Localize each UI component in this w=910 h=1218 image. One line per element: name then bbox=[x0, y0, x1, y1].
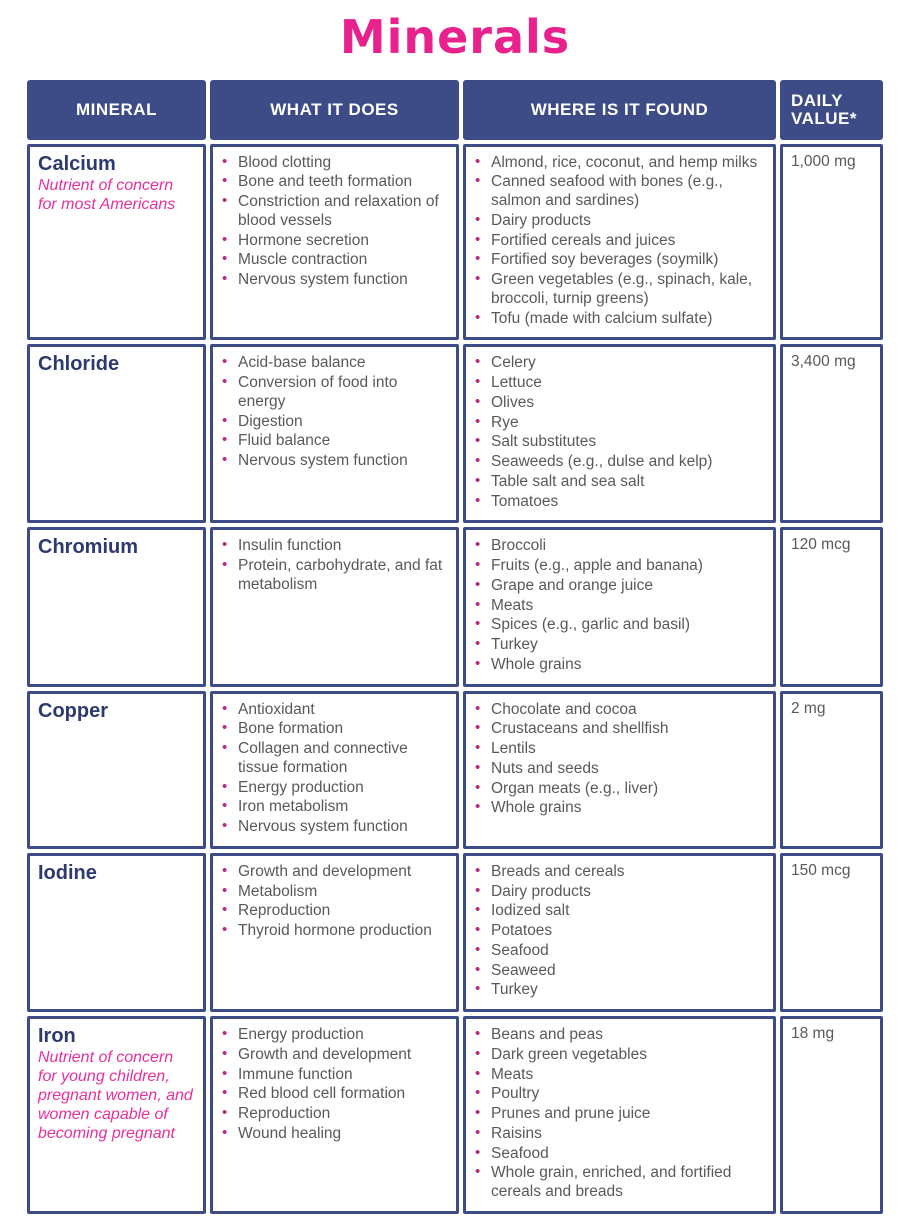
functions-list bbox=[221, 154, 448, 290]
bullet-icon: • bbox=[222, 719, 228, 737]
list-item bbox=[474, 1164, 765, 1202]
list-item bbox=[221, 1085, 448, 1104]
mineral-cell bbox=[27, 144, 206, 341]
bullet-icon: • bbox=[222, 411, 228, 429]
list-item-text: Bone formation bbox=[238, 720, 344, 738]
bullet-icon: • bbox=[222, 777, 228, 795]
sources-cell bbox=[463, 344, 776, 523]
sources-list bbox=[474, 863, 765, 1000]
list-item-text: Nervous system function bbox=[238, 271, 408, 289]
bullet-icon: • bbox=[222, 451, 228, 469]
list-item bbox=[474, 1125, 765, 1144]
list-item bbox=[474, 922, 765, 941]
mineral-cell bbox=[27, 1016, 206, 1214]
mineral-cell bbox=[27, 344, 206, 523]
list-item-text: Blood clotting bbox=[238, 153, 332, 171]
bullet-icon: • bbox=[475, 353, 481, 371]
list-item-text: Reproduction bbox=[238, 902, 331, 920]
functions-cell bbox=[210, 527, 459, 686]
bullet-icon: • bbox=[222, 536, 228, 554]
list-item bbox=[474, 902, 765, 921]
list-item bbox=[221, 1105, 448, 1124]
bullet-icon: • bbox=[475, 392, 481, 410]
list-item-text: Olives bbox=[491, 393, 535, 411]
list-item bbox=[474, 597, 765, 616]
list-item-text: Meats bbox=[491, 596, 534, 614]
list-item bbox=[221, 863, 448, 882]
daily-value-cell: 2 mg bbox=[780, 691, 883, 849]
list-item bbox=[221, 193, 448, 231]
list-item bbox=[221, 452, 448, 471]
table-row bbox=[27, 1016, 883, 1214]
list-item-text: Red blood cell formation bbox=[238, 1085, 406, 1103]
list-item bbox=[474, 942, 765, 961]
list-item bbox=[221, 1046, 448, 1065]
list-item bbox=[474, 537, 765, 556]
list-item bbox=[221, 271, 448, 290]
list-item bbox=[221, 720, 448, 739]
mineral-cell bbox=[27, 527, 206, 686]
list-item bbox=[221, 922, 448, 941]
bullet-icon: • bbox=[475, 432, 481, 450]
list-item bbox=[474, 1145, 765, 1164]
list-item bbox=[474, 433, 765, 452]
bullet-icon: • bbox=[222, 881, 228, 899]
bullet-icon: • bbox=[475, 699, 481, 717]
list-item-text: Grape and orange juice bbox=[491, 576, 654, 594]
bullet-icon: • bbox=[475, 412, 481, 430]
list-item-text: Bone and teeth formation bbox=[238, 173, 413, 191]
list-item bbox=[221, 413, 448, 432]
list-item-text: Prunes and prune juice bbox=[491, 1105, 651, 1123]
list-item bbox=[474, 720, 765, 739]
bullet-icon: • bbox=[475, 575, 481, 593]
sources-cell bbox=[463, 1016, 776, 1214]
table-row bbox=[27, 691, 883, 849]
list-item bbox=[221, 537, 448, 556]
bullet-icon: • bbox=[222, 230, 228, 248]
bullet-icon: • bbox=[475, 881, 481, 899]
bullet-icon: • bbox=[222, 353, 228, 371]
bullet-icon: • bbox=[475, 1143, 481, 1161]
mineral-note: Nutrient of concern for young children, pregnant women, and women capable of becoming pregnant bbox=[38, 1049, 193, 1142]
table-row bbox=[27, 344, 883, 523]
list-item-text: Almond, rice, coconut, and hemp milks bbox=[491, 153, 758, 171]
minerals-table bbox=[23, 76, 887, 1218]
bullet-icon: • bbox=[222, 1025, 228, 1043]
daily-value-cell: 1,000 mg bbox=[780, 144, 883, 341]
list-item-text: Rye bbox=[491, 413, 519, 431]
bullet-icon: • bbox=[222, 270, 228, 288]
list-item-text: Immune function bbox=[238, 1065, 353, 1083]
bullet-icon: • bbox=[222, 1104, 228, 1122]
bullet-icon: • bbox=[475, 308, 481, 326]
list-item bbox=[474, 1026, 765, 1045]
list-item bbox=[221, 173, 448, 192]
list-item bbox=[474, 760, 765, 779]
list-item bbox=[474, 1046, 765, 1065]
bullet-icon: • bbox=[475, 172, 481, 190]
daily-value-cell: 3,400 mg bbox=[780, 344, 883, 523]
list-item-text: Tomatoes bbox=[491, 492, 559, 510]
list-item-text: Canned seafood with bones (e.g., salmon and sardines) bbox=[491, 173, 723, 210]
list-item-text: Seaweed bbox=[491, 961, 556, 979]
bullet-icon: • bbox=[475, 1044, 481, 1062]
list-item-text: Seafood bbox=[491, 941, 549, 959]
mineral-name: Iron bbox=[38, 1025, 76, 1048]
bullet-icon: • bbox=[475, 452, 481, 470]
list-item bbox=[474, 394, 765, 413]
list-item bbox=[474, 1105, 765, 1124]
list-item-text: Seaweeds (e.g., dulse and kelp) bbox=[491, 453, 713, 471]
list-item bbox=[221, 432, 448, 451]
sources-cell bbox=[463, 853, 776, 1012]
list-item-text: Growth and development bbox=[238, 1045, 412, 1063]
list-item bbox=[474, 493, 765, 512]
list-item bbox=[474, 981, 765, 1000]
list-item-text: Protein, carbohydrate, and fat metabolism bbox=[238, 557, 443, 593]
bullet-icon: • bbox=[475, 1025, 481, 1043]
bullet-icon: • bbox=[222, 1123, 228, 1141]
functions-cell bbox=[210, 344, 459, 523]
list-item-text: Conversion of food into energy bbox=[238, 374, 398, 410]
bullet-icon: • bbox=[222, 797, 228, 815]
list-item-text: Table salt and sea salt bbox=[491, 472, 645, 490]
column-header-where-found: WHERE IS IT FOUND bbox=[463, 80, 776, 140]
table-header-row bbox=[27, 80, 883, 140]
list-item bbox=[474, 212, 765, 231]
list-item bbox=[474, 701, 765, 720]
list-item bbox=[474, 251, 765, 270]
mineral-name: Copper bbox=[38, 699, 108, 722]
bullet-icon: • bbox=[475, 556, 481, 574]
bullet-icon: • bbox=[475, 960, 481, 978]
list-item bbox=[221, 779, 448, 798]
list-item bbox=[474, 1066, 765, 1085]
daily-value-cell: 120 mcg bbox=[780, 527, 883, 686]
list-item-text: Nervous system function bbox=[238, 452, 408, 470]
list-item-text: Iodized salt bbox=[491, 902, 570, 920]
list-item-text: Breads and cereals bbox=[491, 862, 625, 880]
bullet-icon: • bbox=[475, 1104, 481, 1122]
list-item bbox=[474, 173, 765, 211]
list-item-text: Wound healing bbox=[238, 1124, 342, 1142]
sources-list bbox=[474, 701, 765, 819]
bullet-icon: • bbox=[222, 921, 228, 939]
bullet-icon: • bbox=[475, 778, 481, 796]
list-item-text: Iron metabolism bbox=[238, 798, 349, 816]
list-item-text: Dark green vegetables bbox=[491, 1045, 647, 1063]
list-item bbox=[221, 1026, 448, 1045]
list-item-text: Salt substitutes bbox=[491, 433, 597, 451]
list-item-text: Lentils bbox=[491, 740, 536, 758]
bullet-icon: • bbox=[475, 901, 481, 919]
list-item bbox=[474, 799, 765, 818]
bullet-icon: • bbox=[475, 654, 481, 672]
page-title: Minerals bbox=[339, 10, 571, 64]
daily-value-cell: 150 mcg bbox=[780, 853, 883, 1012]
list-item-text: Nervous system function bbox=[238, 818, 408, 836]
sources-cell bbox=[463, 527, 776, 686]
list-item-text: Spices (e.g., garlic and basil) bbox=[491, 616, 691, 634]
list-item-text: Whole grains bbox=[491, 799, 582, 817]
functions-cell bbox=[210, 691, 459, 849]
list-item bbox=[474, 780, 765, 799]
list-item bbox=[221, 883, 448, 902]
list-item-text: Fortified cereals and juices bbox=[491, 231, 676, 249]
list-item bbox=[221, 818, 448, 837]
bullet-icon: • bbox=[475, 798, 481, 816]
list-item bbox=[474, 154, 765, 173]
bullet-icon: • bbox=[475, 1163, 481, 1181]
mineral-name: Chloride bbox=[38, 353, 120, 376]
bullet-icon: • bbox=[475, 152, 481, 170]
list-item-text: Crustaceans and shellfish bbox=[491, 720, 669, 738]
list-item bbox=[221, 557, 448, 595]
bullet-icon: • bbox=[475, 980, 481, 998]
list-item bbox=[474, 374, 765, 393]
list-item-text: Beans and peas bbox=[491, 1026, 604, 1044]
bullet-icon: • bbox=[222, 250, 228, 268]
list-item bbox=[221, 798, 448, 817]
list-item bbox=[221, 251, 448, 270]
list-item-text: Fluid balance bbox=[238, 432, 331, 450]
bullet-icon: • bbox=[475, 940, 481, 958]
list-item-text: Nuts and seeds bbox=[491, 759, 599, 777]
column-header-mineral: MINERAL bbox=[27, 80, 206, 140]
bullet-icon: • bbox=[222, 373, 228, 391]
functions-cell bbox=[210, 1016, 459, 1214]
bullet-icon: • bbox=[475, 615, 481, 633]
list-item-text: Energy production bbox=[238, 778, 364, 796]
list-item bbox=[474, 414, 765, 433]
list-item-text: Dairy products bbox=[491, 882, 591, 900]
functions-list bbox=[221, 354, 448, 471]
list-item bbox=[474, 863, 765, 882]
bullet-icon: • bbox=[475, 210, 481, 228]
list-item bbox=[221, 902, 448, 921]
list-item-text: Constriction and relaxation of blood vessels bbox=[238, 193, 439, 229]
list-item bbox=[474, 271, 765, 309]
list-item-text: Meats bbox=[491, 1065, 534, 1083]
list-item-text: Lettuce bbox=[491, 374, 542, 392]
list-item bbox=[474, 354, 765, 373]
list-item-text: Acid-base balance bbox=[238, 354, 366, 372]
list-item-text: Growth and development bbox=[238, 862, 412, 880]
list-item bbox=[474, 232, 765, 251]
bullet-icon: • bbox=[475, 635, 481, 653]
list-item bbox=[474, 962, 765, 981]
list-item-text: Fortified soy beverages (soymilk) bbox=[491, 251, 719, 269]
bullet-icon: • bbox=[222, 172, 228, 190]
functions-cell bbox=[210, 144, 459, 341]
list-item bbox=[474, 656, 765, 675]
list-item bbox=[474, 740, 765, 759]
mineral-name: Calcium bbox=[38, 152, 116, 175]
bullet-icon: • bbox=[475, 471, 481, 489]
list-item bbox=[221, 1125, 448, 1144]
list-item-text: Poultry bbox=[491, 1085, 540, 1103]
list-item bbox=[474, 883, 765, 902]
sources-list bbox=[474, 154, 765, 329]
bullet-icon: • bbox=[475, 739, 481, 757]
bullet-icon: • bbox=[475, 491, 481, 509]
list-item bbox=[474, 473, 765, 492]
list-item bbox=[221, 740, 448, 778]
functions-list bbox=[221, 537, 448, 594]
list-item-text: Raisins bbox=[491, 1124, 542, 1142]
list-item-text: Metabolism bbox=[238, 882, 318, 900]
bullet-icon: • bbox=[475, 270, 481, 288]
list-item-text: Tofu (made with calcium sulfate) bbox=[491, 309, 713, 327]
list-item-text: Reproduction bbox=[238, 1105, 331, 1123]
column-header-what-it-does: WHAT IT DOES bbox=[210, 80, 459, 140]
bullet-icon: • bbox=[475, 595, 481, 613]
list-item-text: Digestion bbox=[238, 412, 303, 430]
bullet-icon: • bbox=[222, 901, 228, 919]
bullet-icon: • bbox=[222, 556, 228, 574]
list-item-text: Thyroid hormone production bbox=[238, 922, 432, 940]
mineral-name: Chromium bbox=[38, 536, 138, 559]
list-item-text: Turkey bbox=[491, 636, 538, 654]
list-item-text: Collagen and connective tissue formation bbox=[238, 740, 408, 776]
list-item-text: Hormone secretion bbox=[238, 231, 369, 249]
bullet-icon: • bbox=[222, 1064, 228, 1082]
bullet-icon: • bbox=[475, 1123, 481, 1141]
list-item-text: Whole grains bbox=[491, 655, 582, 673]
bullet-icon: • bbox=[475, 230, 481, 248]
sources-list bbox=[474, 354, 765, 511]
bullet-icon: • bbox=[222, 1084, 228, 1102]
bullet-icon: • bbox=[475, 921, 481, 939]
list-item-text: Turkey bbox=[491, 981, 538, 999]
list-item-text: Organ meats (e.g., liver) bbox=[491, 779, 659, 797]
bullet-icon: • bbox=[475, 1064, 481, 1082]
list-item bbox=[221, 1066, 448, 1085]
list-item-text: Chocolate and cocoa bbox=[491, 700, 637, 718]
mineral-name: Iodine bbox=[38, 861, 97, 884]
list-item-text: Potatoes bbox=[491, 922, 553, 940]
column-header-daily-value: DAILY VALUE* bbox=[780, 80, 883, 140]
table-body bbox=[27, 144, 883, 1214]
bullet-icon: • bbox=[475, 250, 481, 268]
table-row bbox=[27, 144, 883, 341]
functions-cell bbox=[210, 853, 459, 1012]
bullet-icon: • bbox=[222, 1044, 228, 1062]
list-item-text: Green vegetables (e.g., spinach, kale, broccoli, turnip greens) bbox=[491, 271, 753, 307]
list-item bbox=[474, 310, 765, 329]
bullet-icon: • bbox=[475, 1084, 481, 1102]
daily-value-cell: 18 mg bbox=[780, 1016, 883, 1214]
list-item-text: Insulin function bbox=[238, 537, 342, 555]
list-item bbox=[474, 616, 765, 635]
mineral-note: Nutrient of concern for most Americans bbox=[38, 176, 176, 213]
list-item-text: Energy production bbox=[238, 1026, 364, 1044]
bullet-icon: • bbox=[475, 719, 481, 737]
bullet-icon: • bbox=[222, 739, 228, 757]
list-item-text: Dairy products bbox=[491, 211, 591, 229]
mineral-cell bbox=[27, 853, 206, 1012]
list-item-text: Seafood bbox=[491, 1144, 549, 1162]
list-item bbox=[474, 1085, 765, 1104]
list-item bbox=[221, 354, 448, 373]
functions-list bbox=[221, 701, 448, 837]
list-item bbox=[474, 636, 765, 655]
sources-cell bbox=[463, 691, 776, 849]
list-item-text: Antioxidant bbox=[238, 700, 315, 718]
bullet-icon: • bbox=[222, 861, 228, 879]
bullet-icon: • bbox=[475, 536, 481, 554]
list-item bbox=[474, 453, 765, 472]
list-item bbox=[221, 374, 448, 412]
list-item bbox=[221, 701, 448, 720]
list-item-text: Whole grain, enriched, and fortified cereals and breads bbox=[491, 1164, 732, 1201]
bullet-icon: • bbox=[222, 431, 228, 449]
sources-list bbox=[474, 1026, 765, 1202]
bullet-icon: • bbox=[222, 817, 228, 835]
sources-cell bbox=[463, 144, 776, 341]
list-item bbox=[474, 577, 765, 596]
list-item-text: Muscle contraction bbox=[238, 251, 368, 269]
list-item bbox=[221, 154, 448, 173]
bullet-icon: • bbox=[475, 758, 481, 776]
bullet-icon: • bbox=[222, 152, 228, 170]
list-item-text: Celery bbox=[491, 354, 536, 372]
table-row bbox=[27, 853, 883, 1012]
mineral-cell bbox=[27, 691, 206, 849]
list-item bbox=[221, 232, 448, 251]
bullet-icon: • bbox=[222, 699, 228, 717]
list-item-text: Fruits (e.g., apple and banana) bbox=[491, 557, 703, 575]
list-item bbox=[474, 557, 765, 576]
functions-list bbox=[221, 863, 448, 941]
bullet-icon: • bbox=[222, 192, 228, 210]
table-row bbox=[27, 527, 883, 686]
bullet-icon: • bbox=[475, 373, 481, 391]
bullet-icon: • bbox=[475, 861, 481, 879]
list-item-text: Broccoli bbox=[491, 537, 547, 555]
sources-list bbox=[474, 537, 765, 674]
